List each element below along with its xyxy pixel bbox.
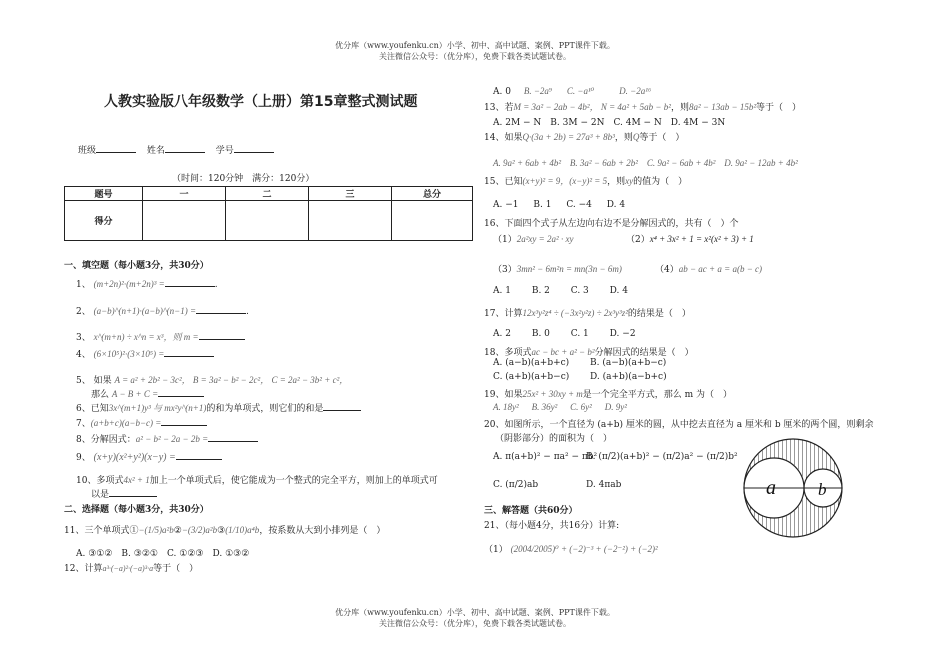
q17-option-d: D. −2: [609, 329, 636, 339]
name-label: 姓名: [146, 146, 165, 156]
q13-expression-2: 8a² − 13ab − 15b²: [688, 102, 757, 112]
q11-term-3: (1/10)a⁴b: [225, 525, 260, 535]
class-blank[interactable]: [96, 144, 136, 153]
q16-option-c: C. 3: [570, 286, 589, 296]
q16-item-2-expr: x⁴ + 3x² + 1 = x²(x² + 3) + 1: [649, 234, 754, 244]
q19-expression: 25x² + 30xy + m: [522, 389, 583, 399]
class-label: 班级: [78, 146, 97, 156]
q11-prefix: 三个单项式①: [84, 526, 139, 536]
q8-blank[interactable]: [208, 433, 258, 442]
question-9: [76, 450, 222, 463]
q11-mark-3: ③: [217, 526, 226, 536]
q15-option-a: A. −1: [493, 200, 519, 210]
q16-item-2: [626, 232, 754, 245]
q1-blank[interactable]: [165, 278, 215, 287]
q19-suffix: 是一个完全平方式，那么 m 为（ ）: [582, 390, 733, 400]
q6-blank[interactable]: [323, 402, 361, 411]
q17-prefix: 计算: [504, 309, 523, 319]
question-15: [484, 174, 687, 187]
q16-item-1-expr: 2a²xy = 2a² · xy: [516, 234, 574, 244]
label-b: b: [818, 480, 827, 499]
q5-prefix: 如果: [93, 376, 112, 386]
q18-number: 18、: [484, 348, 505, 358]
question-1: 1、 (m+2n)²·(m+2n)³ = .: [76, 279, 218, 290]
q20-option-c: C. (π/2)ab: [493, 480, 539, 490]
student-info: [78, 143, 274, 156]
q2-expression: (a−b)^(n+1)·(a−b)^(n−1) =: [93, 306, 197, 316]
section-1-heading: 一、填空题（每小题3分，共30分）: [64, 261, 209, 271]
exam-time: （时间：120分钟 满分：120分）: [172, 174, 315, 184]
q8-number: 8、: [76, 435, 91, 445]
q4-blank[interactable]: [164, 348, 214, 357]
question-20: [484, 417, 873, 430]
q7-blank[interactable]: [161, 417, 207, 426]
number-blank[interactable]: [234, 144, 274, 153]
score-header-1: 一: [143, 187, 226, 201]
question-2: 2、 (a−b)^(n+1)·(a−b)^(n−1) = .: [76, 306, 249, 317]
q4-number: 4、: [76, 350, 91, 360]
q9-expression: (x+y)(x²+y²)(x−y) =: [93, 452, 176, 463]
q6-expression: 3x^(m+1)y³ 与 mx²y^(n+1): [108, 403, 207, 413]
q19-number: 19、: [484, 390, 505, 400]
q20-number: 20、: [484, 420, 505, 430]
question-4: [76, 347, 214, 360]
question-10-line2: [91, 487, 157, 500]
q16-text: 下面四个式子从左边向右边不是分解因式的，共有（ ）个: [504, 219, 739, 229]
q14-option-c: C. 9a² − 6ab + 4b²: [646, 158, 716, 168]
q17-number: 17、: [484, 309, 505, 319]
q19-options: [493, 402, 627, 413]
q10-expression: 4x² + 1: [123, 475, 150, 485]
question-6: [76, 401, 361, 414]
q16-option-b: B. 2: [531, 286, 550, 296]
q16-item-4-expr: ab − ac + a = a(b − c): [678, 264, 763, 274]
q12-option-a: A. 0: [493, 87, 511, 97]
q12-option-b: B. −2a⁹: [523, 86, 553, 96]
q12-option-c: C. −a¹⁰: [566, 86, 595, 96]
score-row-label: 得分: [65, 201, 143, 241]
q10-line2: 以是: [91, 490, 110, 500]
label-a: a: [766, 477, 776, 499]
q21-item-1-expr: (2004/2005)⁰ + (−2)⁻³ + (−2⁻²) + (−2)²: [510, 544, 658, 554]
q9-number: 9、: [76, 453, 91, 463]
score-header-2: 二: [226, 187, 309, 201]
q11-term-2: −(3/2)a²b: [181, 525, 218, 535]
q12-option-d: D. −2a¹⁶: [619, 86, 652, 96]
q14-option-a: A. 9a² + 6ab + 4b²: [493, 158, 562, 168]
q13-options: A. 2M − N B. 3M − 2N C. 4M − N D. 4M − 3N: [493, 118, 726, 128]
q17-option-c: C. 1: [570, 329, 589, 339]
question-17: [484, 306, 691, 319]
question-13: [484, 100, 801, 113]
q14-option-b: B. 3a² − 6ab + 2b²: [569, 158, 638, 168]
page-title: 人教实验版八年级数学（上册）第15章整式测试题: [104, 94, 418, 110]
q18-prefix: 多项式: [504, 348, 532, 358]
name-blank[interactable]: [165, 144, 205, 153]
question-12: [64, 561, 198, 574]
q16-number: 16、: [484, 219, 505, 229]
question-8: [76, 432, 258, 445]
q9-blank[interactable]: [176, 451, 222, 460]
q5-expression: A = a² + 2b² − 3c²， B = 3a² − b² − 2c²， C = 2a² − 3b² + c²，: [114, 375, 349, 385]
q21-number: 21、: [484, 521, 505, 531]
question-16: [484, 216, 738, 229]
footer-line-2: 关注微信公众号：（优分库），免费下载各类试题试卷。: [379, 619, 571, 628]
q21-text: （每小题4分，共16分）计算:: [504, 521, 620, 531]
q18-option-d: D. (a+b)(a−b+c): [590, 372, 667, 382]
q16-option-a: A. 1: [493, 286, 511, 296]
q14-number: 14、: [484, 133, 505, 143]
q14-mid: ，则: [614, 133, 633, 143]
section-3-heading: 三、解答题（共60分）: [484, 506, 578, 516]
q16-item-2-label: （2）: [626, 235, 650, 245]
q7-number: 7、: [76, 419, 91, 429]
q13-prefix: 若: [504, 103, 514, 113]
q15-prefix: 已知: [504, 177, 523, 187]
q5-blank[interactable]: [158, 388, 204, 397]
q16-item-1: [493, 232, 573, 245]
q19-option-c: C. 6y²: [570, 402, 592, 412]
q12-options: [493, 86, 651, 97]
q18-option-a: A. (a−b)(a+b+c): [493, 358, 570, 368]
q20-line1: 如图所示，一个直径为 (a+b) 厘米的圆，从中挖去直径为 a 厘米和 b 厘米的两个圆，则剩余: [504, 420, 874, 430]
question-3: [76, 330, 245, 343]
q18-suffix: 分解因式的结果是（ ）: [594, 348, 694, 358]
question-7: [76, 416, 207, 429]
q21-item-1: [484, 542, 658, 555]
question-5-line2: [91, 387, 204, 400]
question-11: [64, 523, 385, 536]
q19-option-b: B. 36y²: [531, 402, 558, 412]
q20-option-d: D. 4πab: [586, 480, 622, 490]
q1-number: 1、: [76, 280, 91, 290]
question-10: [76, 473, 438, 486]
q13-suffix: 等于（ ）: [756, 103, 802, 113]
q17-options: [493, 329, 636, 339]
q3-number: 3、: [76, 333, 91, 343]
q10-blank[interactable]: [109, 488, 157, 497]
q12-suffix: 等于（ ）: [153, 564, 199, 574]
q13-mid: ，则: [670, 103, 689, 113]
q13-expression: M = 3a² − 2ab − 4b²， N = 4a² + 5ab − b²: [513, 102, 671, 112]
q15-options: [493, 200, 625, 210]
q15-expression-2: xy: [625, 176, 634, 186]
q10-suffix: 加上一个单项式后，使它能成为一个整式的完全平方，则加上的单项式可: [149, 476, 438, 486]
q14-suffix: 等于（ ）: [639, 133, 685, 143]
question-18: [484, 345, 694, 358]
q11-suffix: ，按系数从大到小排列是（ ）: [259, 526, 386, 536]
q20-option-b: B. (π/2)(a+b)² − (π/2)a² − (π/2)b²: [586, 452, 738, 462]
q11-term-1: −(1/5)a²b: [138, 525, 174, 535]
q20-option-a: A. π(a+b)² − πa² − πb²: [493, 452, 598, 462]
q18-option-c: C. (a+b)(a+b−c): [493, 372, 570, 382]
q5-line2: 那么: [91, 390, 110, 400]
q6-prefix: 已知: [90, 404, 109, 414]
score-cell-total[interactable]: [392, 201, 473, 241]
q12-expression: a³·(−a)²·(−a)³·a: [102, 564, 154, 573]
footer-line-1: 优分库（www.youfenku.cn）小学、初中、高中试题、案例、PPT课件下载。: [335, 608, 615, 617]
q15-number: 15、: [484, 177, 505, 187]
q16-item-1-label: （1）: [493, 235, 517, 245]
header-line-2: 关注微信公众号：（优分库），免费下载各类试题试卷。: [379, 52, 571, 61]
q10-prefix: 多项式: [96, 476, 124, 486]
question-19: [484, 387, 732, 400]
q14-prefix: 如果: [504, 133, 523, 143]
q13-number: 13、: [484, 103, 505, 113]
q12-prefix: 计算: [84, 564, 103, 574]
q16-item-4-label: （4）: [655, 265, 679, 275]
score-cell-3[interactable]: [309, 201, 392, 241]
section-2-heading: 二、选择题（每小题3分，共30分）: [64, 505, 209, 515]
q17-option-a: A. 2: [493, 329, 511, 339]
q18-expression: ac − bc + a² − b²: [531, 347, 595, 357]
q19-option-a: A. 18y²: [493, 402, 519, 412]
q3-expression: x^(m+n) ÷ x^n = x³，则 m =: [93, 332, 199, 342]
q14-expression: Q·(3a + 2b) = 27a³ + 8b³: [522, 132, 615, 142]
q19-prefix: 如果: [504, 390, 523, 400]
q3-blank[interactable]: [199, 331, 245, 340]
q11-number: 11、: [64, 526, 85, 536]
q8-expression: a² − b² − 2a − 2b =: [135, 434, 209, 444]
number-label: 学号: [215, 146, 234, 156]
q17-option-b: B. 0: [531, 329, 550, 339]
score-table: [64, 186, 473, 241]
q16-item-4: [655, 262, 762, 275]
q16-item-3: [493, 262, 622, 275]
question-14: [484, 130, 684, 143]
q15-mid: ，则: [607, 177, 626, 187]
q6-suffix: 的和为单项式，则它们的和是: [206, 404, 324, 414]
q10-number: 10、: [76, 476, 97, 486]
q11-options: A. ③①② B. ③②① C. ①②③ D. ①③②: [76, 549, 250, 559]
q19-option-d: D. 9y²: [604, 402, 627, 412]
q15-option-c: C. −4: [566, 200, 592, 210]
q18-option-b: B. (a−b)(a+b−c): [590, 358, 667, 368]
q7-expression: (a+b+c)(a−b−c) =: [90, 418, 162, 428]
q5-expression-2: A − B + C =: [111, 389, 159, 399]
q15-suffix: 的值为（ ）: [633, 177, 688, 187]
q6-number: 6、: [76, 404, 91, 414]
q14-expression-2: Q: [632, 132, 640, 142]
q8-prefix: 分解因式：: [90, 435, 136, 445]
score-header-total: 总分: [392, 187, 473, 201]
question-21: [484, 518, 619, 531]
q16-item-3-label: （3）: [493, 265, 517, 275]
q20-line2: （阴影部分）的面积为（ ）: [495, 434, 613, 444]
q4-expression: (6×10⁵)²·(3×10⁵) =: [93, 349, 165, 359]
q16-option-d: D. 4: [609, 286, 628, 296]
q2-number: 2、: [76, 307, 91, 317]
q17-expression: 12x³y²z⁴ ÷ (−3x²y²z) ÷ 2x³y³z²: [522, 308, 628, 318]
q16-options: [493, 286, 628, 296]
q15-option-b: B. 1: [533, 200, 552, 210]
q15-expression: (x+y)² = 9，(x−y)² = 5: [522, 176, 608, 186]
score-header-3: 三: [309, 187, 392, 201]
score-cell-2[interactable]: [226, 201, 309, 241]
q14-option-d: D. 9a² − 12ab + 4b²: [724, 158, 798, 168]
q15-option-d: D. 4: [606, 200, 626, 210]
q17-suffix: 的结果是（ ）: [627, 309, 691, 319]
score-header-label: 题号: [65, 187, 143, 201]
score-cell-1[interactable]: [143, 201, 226, 241]
question-5: [76, 373, 348, 386]
q12-number: 12、: [64, 564, 85, 574]
q16-item-3-expr: 3mn² − 6m²n = mn(3n − 6m): [516, 264, 622, 274]
q11-mark-2: ②: [173, 526, 182, 536]
q1-expression: (m+2n)²·(m+2n)³ =: [93, 279, 165, 289]
q2-blank[interactable]: [196, 305, 246, 314]
circles-figure: [742, 437, 844, 539]
q5-number: 5、: [76, 376, 91, 386]
q21-item-1-label: （1）: [484, 545, 508, 555]
header-line-1: 优分库（www.youfenku.cn）小学、初中、高中试题、案例、PPT课件下载。: [335, 41, 615, 50]
q14-options: [493, 158, 798, 169]
